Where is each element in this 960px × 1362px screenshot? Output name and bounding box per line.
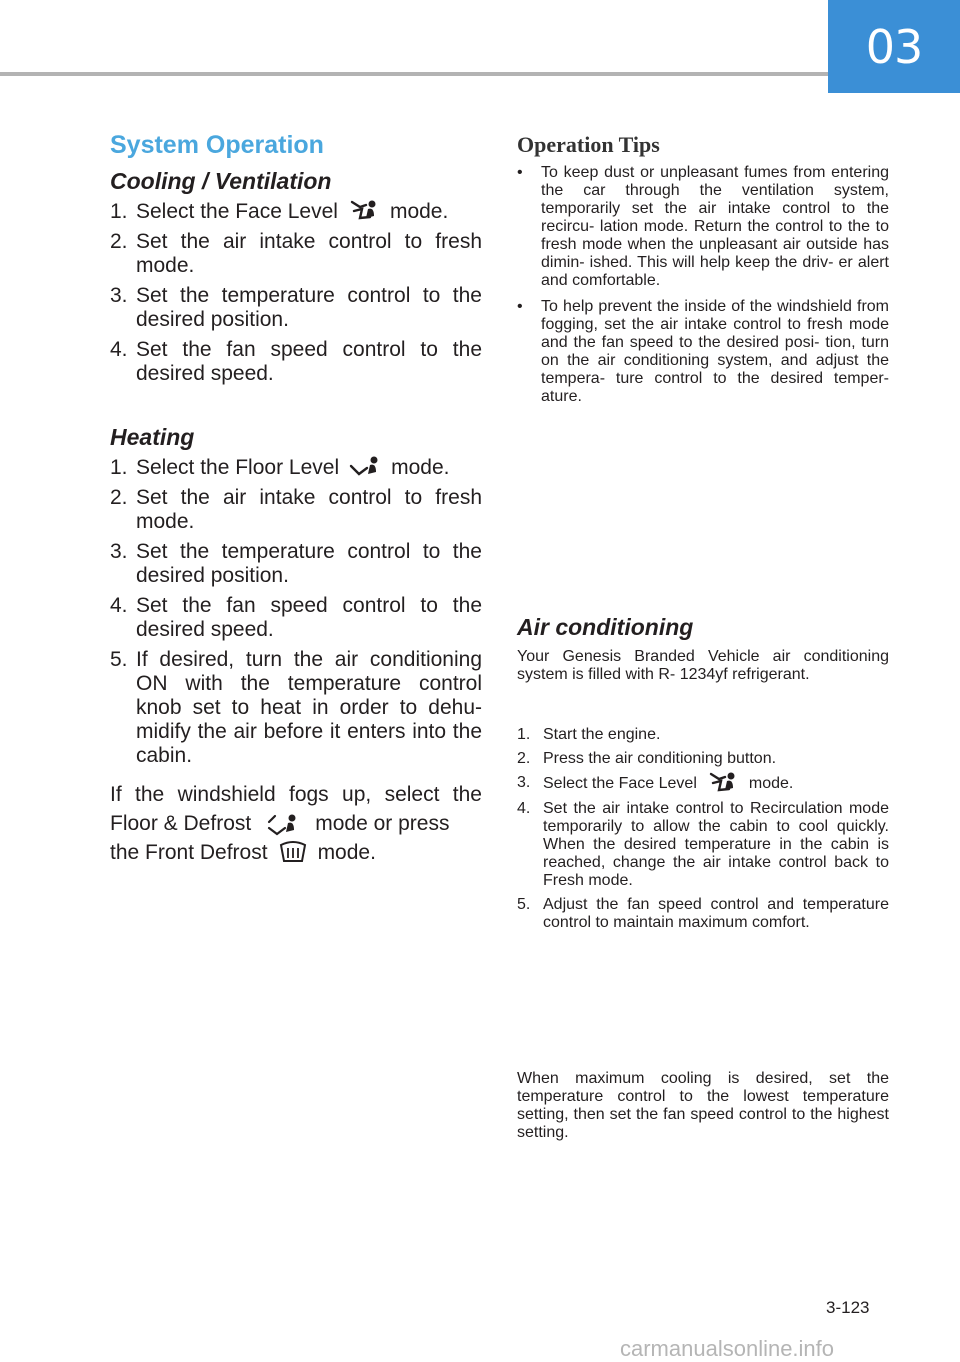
floor-level-icon — [347, 454, 383, 478]
operation-tips-title: Operation Tips — [517, 132, 660, 157]
list-item: • To help prevent the inside of the windshield from fogging, set the air intake control to fresh mode and the fan speed to the desired posi- tion, turn on the air conditioning system, and adjust the tempera- ture control to the desired temper- ature. — [517, 298, 889, 405]
list-item: 1. Start the engine. — [517, 726, 661, 743]
list-item: 4. Set the fan speed control to the desired speed. — [110, 338, 482, 385]
note-line: the Front Defrost mode. — [110, 841, 376, 864]
list-item: 5. Adjust the fan speed control and temperature control to maintain maximum comfort. — [517, 896, 889, 931]
ac-steps — [517, 726, 889, 938]
list-item: 3. Select the Face Level mode. — [517, 774, 889, 794]
list-item: 2. Set the air intake control to fresh mode. — [110, 230, 482, 277]
header-rule — [0, 72, 828, 76]
note-line: If the windshield fogs up, select the — [110, 783, 482, 806]
air-conditioning-title: Air conditioning — [517, 614, 694, 640]
tips-list — [517, 164, 889, 414]
watermark: carmanualsonline.info — [620, 1336, 835, 1361]
heating-steps — [110, 456, 482, 774]
list-item: 3. Set the temperature control to the desired position. — [110, 284, 482, 331]
list-item: 1. Select the Face Level mode. — [110, 200, 449, 223]
chapter-tab: 03 — [828, 0, 960, 93]
list-item: 5. If desired, turn the air conditioning ON with the temperature control knob set to heat in order to dehu- midify the air before it enters into the cabin. — [110, 648, 482, 767]
list-item: 4. Set the air intake control to Recirculation mode temporarily to allow the cabin to cool quickly. When the desired temperature in the cabin is reached, change the air intake control back to Fresh mode. — [517, 800, 889, 889]
face-level-icon — [346, 198, 382, 222]
floor-defrost-icon — [265, 812, 301, 836]
list-item: 2. Press the air conditioning button. — [517, 750, 777, 767]
defrost-note — [110, 780, 482, 867]
ac-closing: When maximum cooling is desired, set the temperature control to the lowest temperature setting, then set the fan speed control to the highest setting. — [517, 1070, 889, 1141]
note-line: Floor & Defrost mode or press — [110, 812, 450, 835]
list-item: 4. Set the fan speed control to the desired speed. — [110, 594, 482, 641]
heating-title: Heating — [110, 424, 195, 450]
front-defrost-icon — [278, 839, 308, 863]
list-item: 1. Select the Floor Level mode. — [110, 456, 450, 479]
page-number: 3-123 — [826, 1298, 870, 1317]
ac-intro: Your Genesis Branded Vehicle air conditioning system is filled with R- 1234yf refrigerant. — [517, 648, 889, 683]
list-item: 3. Set the temperature control to the desired position. — [110, 540, 482, 587]
list-item: 2. Set the air intake control to fresh mode. — [110, 486, 482, 533]
cooling-steps — [110, 200, 482, 392]
list-item: • To keep dust or unpleasant fumes from entering the car through the ventilation system, temporarily set the air intake control to the recircu- lation mode. Return the control to the to fresh mode when the unpleasant air outside has dimin- ished. This will help keep the driv- er alert and comfortable. — [517, 164, 889, 289]
face-level-icon — [705, 770, 741, 794]
cooling-title: Cooling / Ventilation — [110, 168, 332, 194]
section-title: System Operation — [110, 131, 324, 159]
